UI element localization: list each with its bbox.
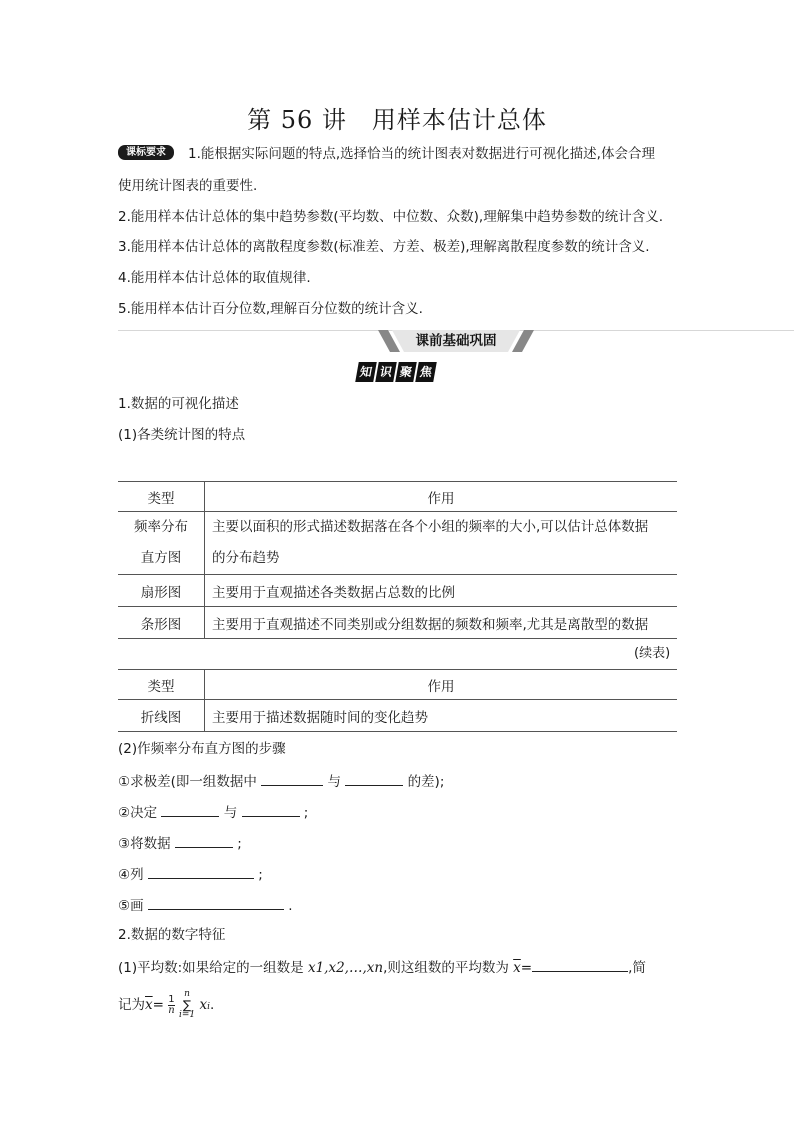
- x-bar-symbol: $\overline{x}$: [513, 960, 521, 976]
- table-header-type: 类型: [118, 670, 205, 700]
- step-1: [118, 771, 444, 791]
- mean-definition-line2: [118, 990, 214, 1020]
- step-text: .: [288, 898, 293, 914]
- type-line-2: 直方图: [140, 550, 182, 566]
- knowledge-tag-char: 焦: [415, 362, 437, 382]
- x-i-term: x: [199, 997, 208, 1013]
- use-line-1: 主要以面积的形式描述数据落在各个小组的频率的大小,可以估计总体数据: [212, 519, 649, 535]
- period: .: [209, 997, 215, 1013]
- mean-text: ,则这组数的平均数为: [383, 960, 509, 976]
- table-cell-type: 折线图: [118, 700, 205, 732]
- x-i-subscript: i: [207, 1002, 210, 1012]
- sigma-symbol: ∑: [183, 998, 192, 1012]
- equals-sign: =: [520, 960, 533, 976]
- requirements-badge: 课标要求: [118, 145, 174, 160]
- mean-text: ,简: [628, 960, 646, 976]
- table-header-use: 作用: [205, 670, 678, 700]
- sum-upper-limit: n: [184, 989, 190, 999]
- fraction-denominator: n: [168, 1004, 175, 1016]
- table-cell-type: 条形图: [118, 607, 205, 639]
- fill-blank[interactable]: [148, 895, 284, 910]
- fraction-numerator: 1: [168, 993, 175, 1005]
- table-header-row: [118, 670, 677, 700]
- step-text: ;: [258, 867, 263, 883]
- equals-sign: =: [152, 997, 164, 1013]
- step-text: 与: [223, 805, 238, 821]
- step-text: ①求极差(即一组数据中: [118, 774, 257, 790]
- step-5: [118, 895, 293, 915]
- x-bar-symbol: $\overline{x}$: [145, 997, 153, 1013]
- step-text: 的差);: [407, 774, 445, 790]
- fill-blank[interactable]: [345, 771, 403, 786]
- table-cell-type: 扇形图: [118, 575, 205, 607]
- step-2: [118, 802, 308, 822]
- summation: [179, 990, 195, 1020]
- table-row: [118, 512, 677, 575]
- chart-types-table: [118, 481, 677, 639]
- step-text: ④列: [118, 867, 144, 883]
- mean-text: 记为: [118, 997, 145, 1013]
- section-1-sub-2: (2)作频率分布直方图的步骤: [118, 741, 286, 757]
- fill-blank[interactable]: [161, 802, 219, 817]
- step-text: ③将数据: [118, 836, 171, 852]
- requirement-1-line2: 使用统计图表的重要性.: [118, 178, 258, 194]
- table-cell-use: [205, 512, 678, 575]
- continued-label: (续表): [634, 646, 671, 661]
- fill-blank[interactable]: [261, 771, 323, 786]
- table-row: [118, 700, 677, 732]
- requirement-5: 5.能用样本估计百分位数,理解百分位数的统计含义.: [118, 301, 423, 317]
- mean-text: (1)平均数:如果给定的一组数是: [118, 960, 304, 976]
- section-banner-title: 课前基础巩固: [415, 333, 497, 349]
- requirement-1-line1: 1.能根据实际问题的特点,选择恰当的统计图表对数据进行可视化描述,体会合理: [188, 146, 655, 162]
- section-1-heading: 1.数据的可视化描述: [118, 396, 239, 412]
- fill-blank[interactable]: [242, 802, 300, 817]
- knowledge-focus-tag: [357, 362, 435, 382]
- table-cell-use: 主要用于描述数据随时间的变化趋势: [205, 700, 678, 732]
- table-header-row: [118, 482, 677, 512]
- step-3: [118, 833, 242, 853]
- step-text: 与: [327, 774, 341, 790]
- table-header-type: 类型: [118, 482, 205, 512]
- table-row: [118, 575, 677, 607]
- requirement-2: 2.能用样本估计总体的集中趋势参数(平均数、中位数、众数),理解集中趋势参数的统计含义.: [118, 209, 663, 225]
- requirement-3: 3.能用样本估计总体的离散程度参数(标准差、方差、极差),理解离散程度参数的统计含义.: [118, 239, 650, 255]
- fraction: [168, 995, 174, 1016]
- type-line-1: 频率分布: [134, 519, 188, 535]
- sum-lower-limit: i=1: [178, 1010, 196, 1020]
- mean-variables: x1,x2,…,xn: [307, 960, 384, 976]
- table-cell-use: 主要用于直观描述各类数据占总数的比例: [205, 575, 678, 607]
- requirement-4: 4.能用样本估计总体的取值规律.: [118, 270, 311, 286]
- fill-blank[interactable]: [148, 864, 254, 879]
- step-text: ;: [237, 836, 242, 852]
- table-cell-type: [118, 512, 205, 575]
- knowledge-tag-char: 知: [355, 362, 377, 382]
- table-header-use: 作用: [205, 482, 678, 512]
- knowledge-tag-char: 聚: [395, 362, 417, 382]
- page-title: 第 56 讲 用样本估计总体: [247, 106, 547, 134]
- chart-types-table-continued: [118, 669, 677, 732]
- step-4: [118, 864, 263, 884]
- step-text: ⑤画: [118, 898, 144, 914]
- table-cell-use: 主要用于直观描述不同类别或分组数据的频数和频率,尤其是离散型的数据: [205, 607, 678, 639]
- use-line-2: 的分布趋势: [212, 550, 280, 566]
- section-1-sub-1: (1)各类统计图的特点: [118, 427, 246, 443]
- table-row: [118, 607, 677, 639]
- section-2-heading: 2.数据的数字特征: [118, 927, 226, 943]
- fill-blank[interactable]: [532, 957, 628, 972]
- mean-definition-line1: [118, 957, 646, 977]
- step-text: ;: [303, 805, 309, 821]
- knowledge-tag-char: 识: [375, 362, 397, 382]
- step-text: ②决定: [118, 805, 158, 821]
- fill-blank[interactable]: [175, 833, 233, 848]
